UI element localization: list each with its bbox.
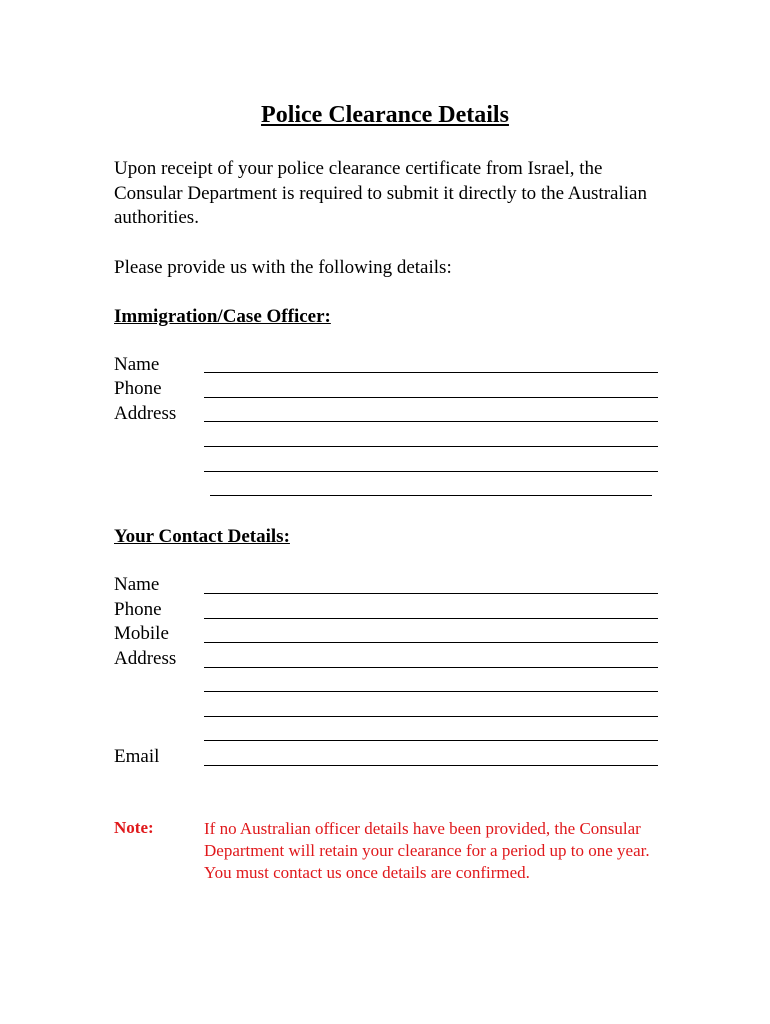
officer-address-label: Address [114, 403, 177, 424]
contact-address-line-3[interactable] [204, 716, 658, 717]
officer-name-label: Name [114, 354, 160, 375]
contact-name-label: Name [114, 574, 160, 595]
officer-section-heading: Immigration/Case Officer: [114, 306, 331, 327]
contact-address-line-2[interactable] [204, 691, 658, 692]
contact-address-line-1[interactable] [204, 667, 658, 668]
officer-address-line-1[interactable] [204, 421, 658, 422]
contact-address-label: Address [114, 648, 177, 669]
officer-phone-label: Phone [114, 378, 162, 399]
note-label: Note: [114, 818, 154, 837]
officer-phone-field[interactable] [204, 397, 658, 398]
contact-section-heading: Your Contact Details: [114, 526, 290, 547]
officer-name-field[interactable] [204, 372, 658, 373]
page-title: Police Clearance Details [261, 102, 509, 128]
contact-mobile-label: Mobile [114, 623, 169, 644]
contact-phone-label: Phone [114, 599, 162, 620]
intro-paragraph: Upon receipt of your police clearance certificate from Israel, the Consular Department is required to submit it directly to the Australian authorities. [114, 158, 647, 228]
officer-address-line-4[interactable] [210, 495, 652, 496]
contact-phone-field[interactable] [204, 618, 658, 619]
note-text: If no Australian officer details have been provided, the Consular Department will retain your clearance for a period up to one year. You must contact us once details are confirmed. [204, 819, 650, 882]
contact-name-field[interactable] [204, 593, 658, 594]
contact-mobile-field[interactable] [204, 642, 658, 643]
request-text: Please provide us with the following details: [114, 257, 452, 278]
contact-address-line-4[interactable] [204, 740, 658, 741]
contact-email-field[interactable] [204, 765, 658, 766]
officer-address-line-2[interactable] [204, 446, 658, 447]
officer-address-line-3[interactable] [204, 471, 658, 472]
contact-email-label: Email [114, 746, 160, 767]
